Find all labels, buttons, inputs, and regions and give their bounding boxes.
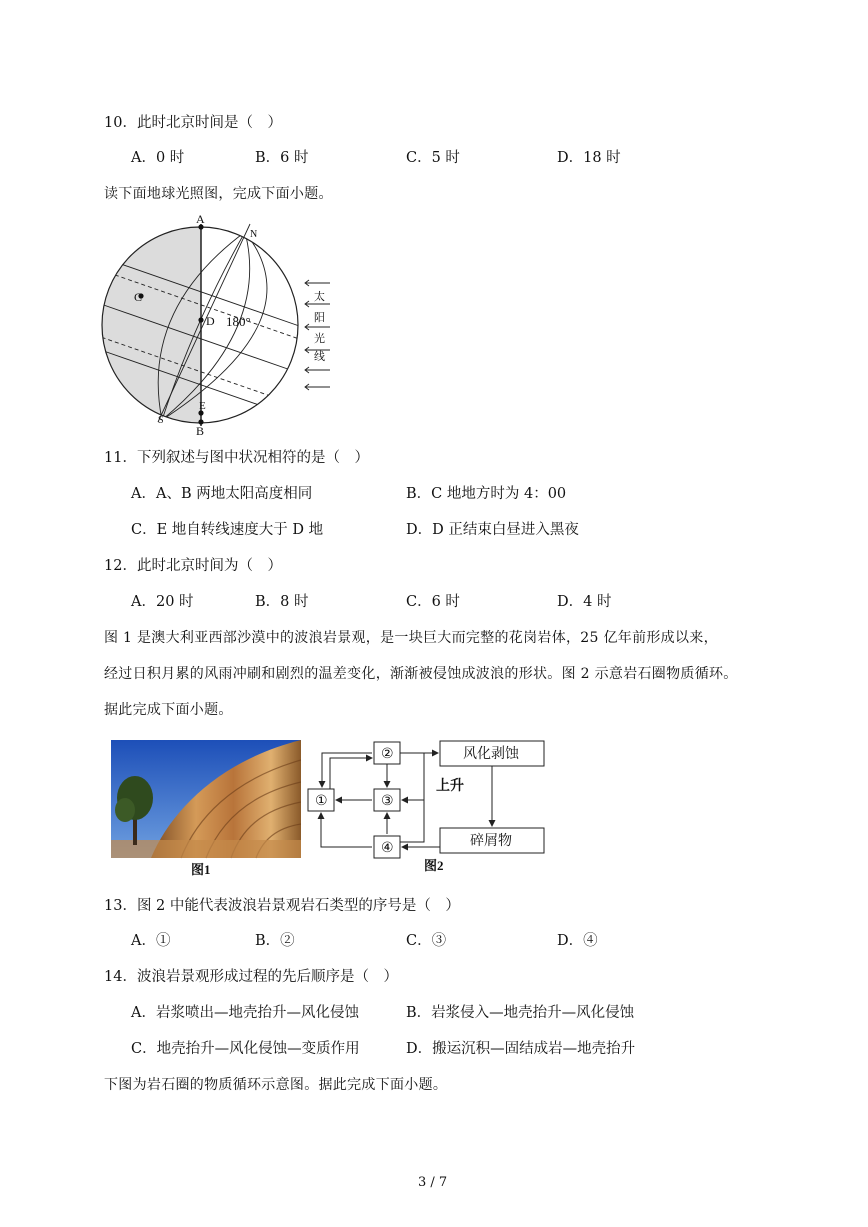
q13-option-a: A．① bbox=[131, 933, 171, 949]
fig1-caption: 图1 bbox=[191, 862, 211, 877]
intro-wave-rock-line1: 图 1 是澳大利亚西部沙漠中的波浪岩景观，是一块巨大而完整的花岗岩体，25 亿年前形成以来， bbox=[104, 630, 718, 646]
weathering-box: 风化剥蚀 bbox=[463, 746, 519, 762]
sun-label-3: 光 bbox=[314, 332, 325, 345]
q12-option-b: B．8 时 bbox=[255, 594, 309, 610]
q14-option-d: D．搬运沉积—固结成岩—地壳抬升 bbox=[406, 1041, 636, 1057]
q10-option-c: C．5 时 bbox=[406, 150, 460, 166]
q13-stem: 13．图 2 中能代表波浪岩景观岩石类型的序号是（ ） bbox=[104, 898, 460, 914]
q12-stem: 12．此时北京时间为（ ） bbox=[104, 558, 282, 574]
q14-stem: 14．波浪岩景观形成过程的先后顺序是（ ） bbox=[104, 969, 398, 985]
label-e: E bbox=[199, 400, 206, 412]
node-1: ① bbox=[315, 793, 328, 809]
label-c: C bbox=[134, 290, 143, 304]
q12-option-a: A．20 时 bbox=[131, 594, 194, 610]
intro-wave-rock-line2: 经过日积月累的风雨冲刷和剧烈的温差变化，渐渐被侵蚀成波浪的形状。图 2 示意岩石圈物质循环。 bbox=[104, 666, 738, 682]
rock-cycle-diagram bbox=[300, 738, 555, 878]
intro-wave-rock-line3: 据此完成下面小题。 bbox=[104, 702, 233, 718]
sun-label-2: 阳 bbox=[314, 311, 325, 324]
q12-option-c: C．6 时 bbox=[406, 594, 460, 610]
q11-option-c: C．E 地自转线速度大于 D 地 bbox=[131, 522, 324, 538]
label-s: S bbox=[158, 415, 164, 426]
sediment-box: 碎屑物 bbox=[470, 833, 512, 849]
node-2: ② bbox=[381, 746, 394, 762]
earth-illumination-diagram bbox=[100, 210, 340, 440]
q10-option-b: B．6 时 bbox=[255, 150, 309, 166]
q14-option-a: A．岩浆喷出—地壳抬升—风化侵蚀 bbox=[131, 1005, 359, 1021]
q11-option-d: D．D 正结束白昼进入黑夜 bbox=[406, 522, 579, 538]
node-4: ④ bbox=[381, 840, 394, 856]
intro-rock-cycle: 下图为岩石圈的物质循环示意图。据此完成下面小题。 bbox=[104, 1077, 448, 1093]
wave-rock-photo bbox=[111, 740, 301, 880]
q11-stem: 11．下列叙述与图中状况相符的是（ ） bbox=[104, 450, 369, 466]
q13-option-d: D．④ bbox=[557, 933, 598, 949]
point-d-dot bbox=[198, 317, 203, 322]
q10-stem: 10．此时北京时间是（ ） bbox=[104, 115, 282, 131]
q10-option-d: D．18 时 bbox=[557, 150, 621, 166]
intro-globe: 读下面地球光照图，完成下面小题。 bbox=[104, 186, 333, 202]
q10-option-a: A．0 时 bbox=[131, 150, 185, 166]
label-d: D bbox=[206, 314, 215, 328]
q12-option-d: D．4 时 bbox=[557, 594, 612, 610]
label-180: 180° bbox=[226, 314, 251, 329]
fig2-caption: 图2 bbox=[424, 858, 444, 873]
sun-label-4: 线 bbox=[314, 350, 325, 363]
q11-option-a: A．A、B 两地太阳高度相同 bbox=[131, 486, 313, 502]
uplift-label: 上升 bbox=[436, 778, 464, 794]
sun-label-1: 太 bbox=[314, 290, 325, 303]
q14-option-b: B．岩浆侵入—地壳抬升—风化侵蚀 bbox=[406, 1005, 635, 1021]
label-a: A bbox=[196, 212, 205, 226]
q11-option-b: B．C 地地方时为 4：00 bbox=[406, 486, 567, 502]
q13-option-b: B．② bbox=[255, 933, 295, 949]
label-n: N bbox=[250, 229, 258, 240]
label-b: B bbox=[196, 424, 205, 438]
node-3: ③ bbox=[381, 793, 394, 809]
q14-option-c: C．地壳抬升—风化侵蚀—变质作用 bbox=[131, 1041, 360, 1057]
q13-option-c: C．③ bbox=[406, 933, 447, 949]
page-number: 3 / 7 bbox=[418, 1175, 448, 1190]
